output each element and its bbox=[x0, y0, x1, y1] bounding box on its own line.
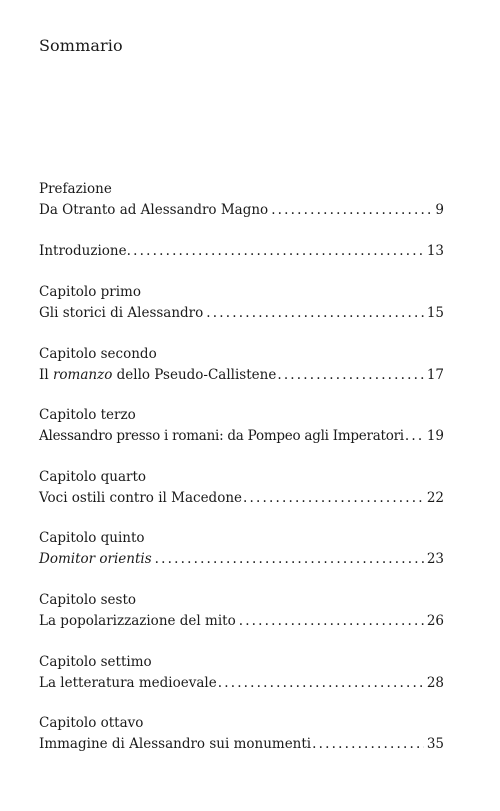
toc-entry-prefazione[interactable] bbox=[39, 179, 444, 221]
toc-entry-title bbox=[39, 549, 152, 570]
toc-entry-page-number: 19 bbox=[426, 428, 444, 444]
toc-entry-line bbox=[39, 611, 444, 632]
toc-entry-line bbox=[39, 549, 444, 570]
toc-entry-line bbox=[39, 200, 444, 221]
toc-entry-page-number: 15 bbox=[426, 305, 444, 321]
toc-entry-heading: Capitolo quarto bbox=[39, 469, 147, 485]
toc-entry-title: Voci ostili contro il Macedone bbox=[39, 490, 243, 506]
toc-entry-title-italic: romanzo bbox=[52, 367, 113, 383]
toc-entry-page-number: 26 bbox=[426, 613, 444, 629]
toc-entry-heading: Capitolo sesto bbox=[39, 592, 137, 608]
toc-entry-title-suffix: dello Pseudo-Callistene bbox=[112, 367, 277, 383]
toc-entry-heading: Capitolo settimo bbox=[39, 654, 152, 670]
toc-entry-line bbox=[39, 365, 444, 386]
toc-entry-page-number: 23 bbox=[426, 551, 444, 567]
toc-entry-capitolo-primo[interactable] bbox=[39, 282, 444, 324]
dot-leader bbox=[155, 549, 424, 570]
toc-entry-title-italic: Domitor orientis bbox=[39, 551, 152, 567]
dot-leader bbox=[206, 303, 424, 324]
toc-entry-page-number: 9 bbox=[435, 202, 444, 218]
toc-entry-capitolo-ottavo[interactable] bbox=[39, 713, 444, 755]
toc-entry-title bbox=[39, 365, 276, 386]
toc-entry-line bbox=[39, 673, 444, 694]
toc-entry-page-number: 28 bbox=[426, 675, 444, 691]
toc-entry-title: Immagine di Alessandro sui monumenti bbox=[39, 736, 312, 752]
page-title: Sommario bbox=[39, 36, 123, 55]
toc-entry-heading: Capitolo primo bbox=[39, 284, 141, 300]
toc-entry-title: Da Otranto ad Alessandro Magno bbox=[39, 202, 269, 218]
toc-entry-heading: Capitolo terzo bbox=[39, 407, 136, 423]
toc-entry-line bbox=[39, 734, 444, 755]
toc-entry-title: Introduzione bbox=[39, 243, 127, 259]
toc-entry-capitolo-quarto[interactable] bbox=[39, 467, 444, 509]
toc-entry-capitolo-terzo[interactable] bbox=[39, 405, 444, 447]
dot-leader bbox=[405, 426, 424, 447]
toc-entry-heading: Capitolo ottavo bbox=[39, 715, 144, 731]
toc-entry-title: Alessandro presso i romani: da Pompeo agli Imperatori bbox=[39, 428, 404, 444]
dot-leader bbox=[239, 611, 424, 632]
toc-entry-title: La letteratura medioevale bbox=[39, 675, 217, 691]
toc-entry-line bbox=[39, 241, 444, 262]
toc-entry-title-prefix: Il bbox=[39, 367, 53, 383]
dot-leader bbox=[271, 200, 432, 221]
table-of-contents-page bbox=[39, 0, 444, 811]
toc-entry-line bbox=[39, 303, 444, 324]
dot-leader bbox=[312, 734, 424, 755]
toc-entry-page-number: 17 bbox=[426, 367, 444, 383]
toc-entry-heading: Prefazione bbox=[39, 181, 112, 197]
dot-leader bbox=[127, 241, 424, 262]
toc-entry-introduzione[interactable] bbox=[39, 241, 444, 262]
dot-leader bbox=[277, 365, 423, 386]
toc-entry-page-number: 22 bbox=[426, 490, 444, 506]
toc-entry-title: La popolarizzazione del mito bbox=[39, 613, 236, 629]
toc-entry-line bbox=[39, 426, 444, 447]
toc-entry-line bbox=[39, 488, 444, 509]
toc-entry-title: Gli storici di Alessandro bbox=[39, 305, 204, 321]
toc-entry-heading: Capitolo secondo bbox=[39, 346, 157, 362]
toc-entry-page-number: 13 bbox=[426, 243, 444, 259]
dot-leader bbox=[218, 673, 424, 694]
toc-entry-page-number: 35 bbox=[426, 736, 444, 752]
toc-entry-heading: Capitolo quinto bbox=[39, 530, 145, 546]
toc-entry-capitolo-settimo[interactable] bbox=[39, 652, 444, 694]
toc-entry-capitolo-sesto[interactable] bbox=[39, 590, 444, 632]
toc-entry-capitolo-secondo[interactable] bbox=[39, 344, 444, 386]
toc-entry-capitolo-quinto[interactable] bbox=[39, 528, 444, 570]
dot-leader bbox=[243, 488, 424, 509]
